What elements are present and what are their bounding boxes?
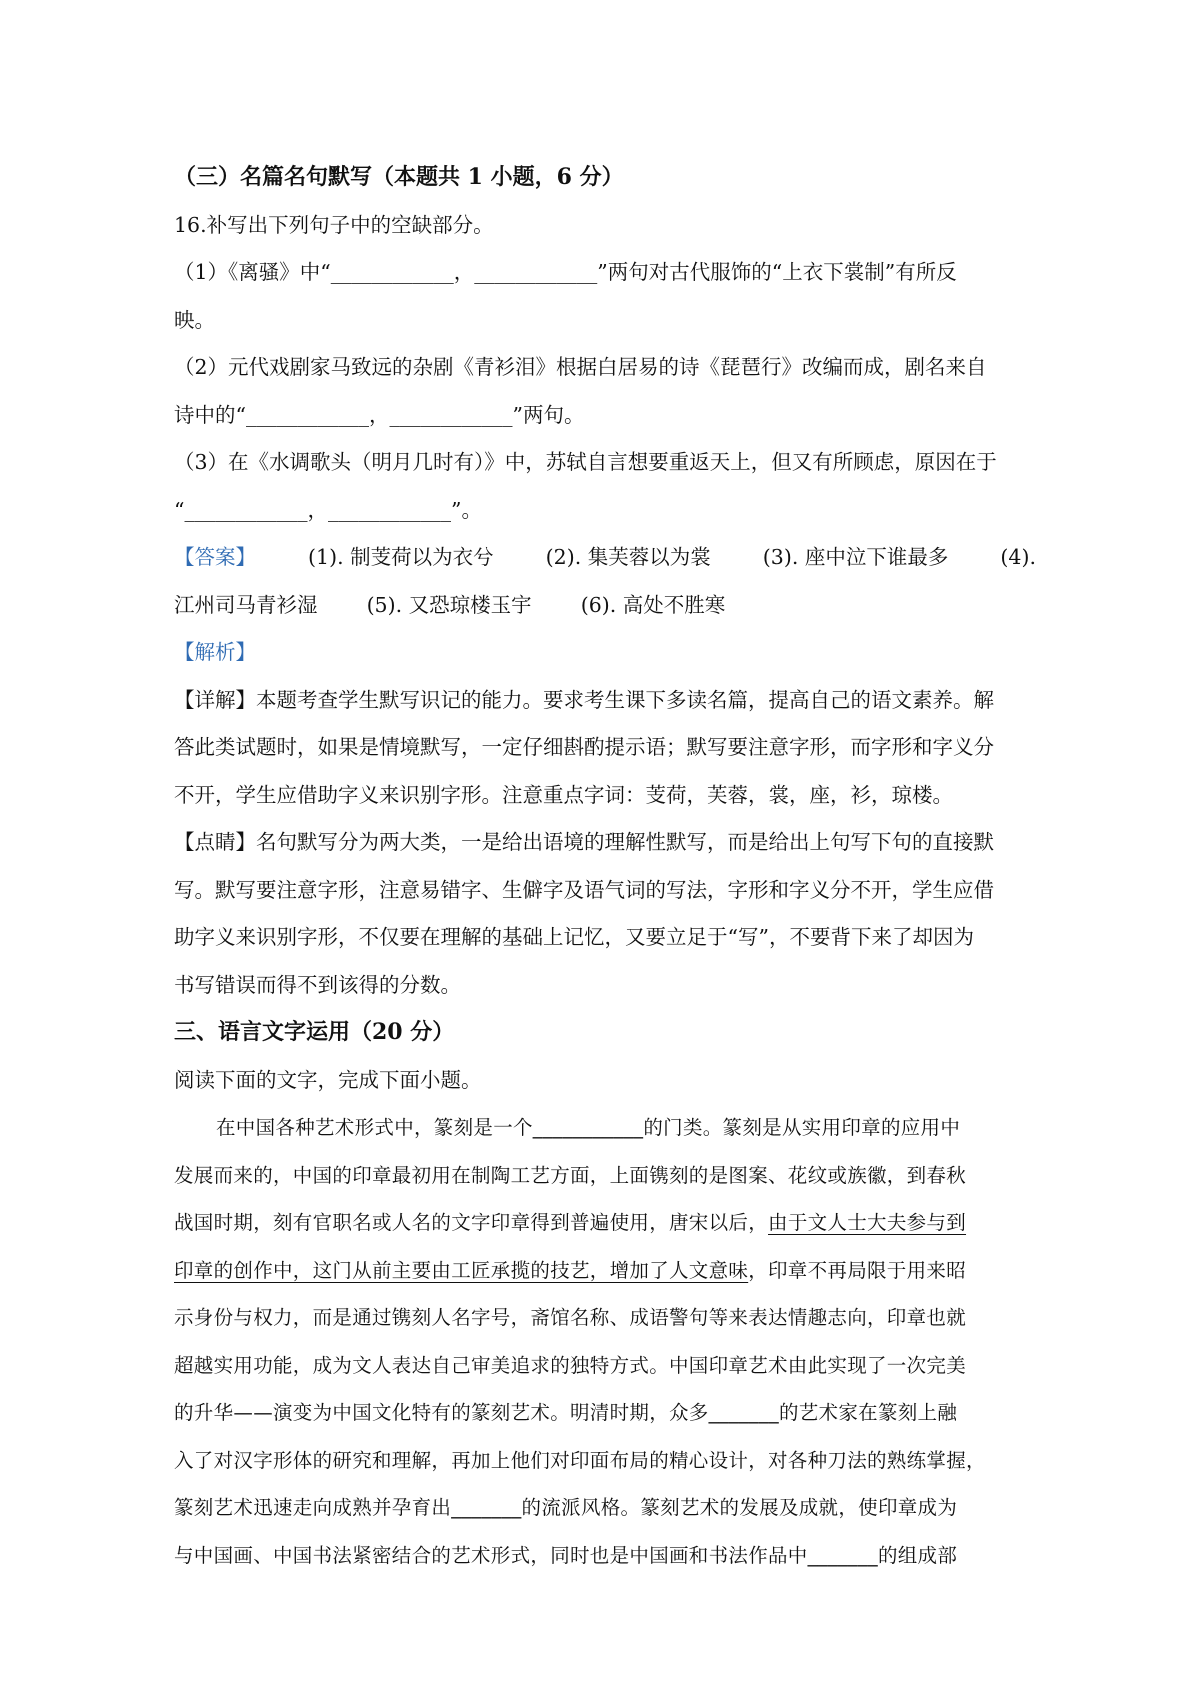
tip-line: 写。默写要注意字形，注意易错字、生僻字及语气词的写法，字形和字义分不开，学生应借 [174, 877, 994, 902]
answer-row-cont [174, 582, 1036, 630]
passage-line [174, 1199, 1036, 1247]
passage-line: 入了对汉字形体的研究和理解，再加上他们对印面布局的精心设计，对各种刀法的熟练掌握， [174, 1448, 986, 1472]
question-stem: 16.补写出下列句子中的空缺部分。 [174, 212, 494, 237]
reading-passage [174, 1104, 1036, 1579]
question-part-3-cont: “____________，____________”。 [174, 497, 482, 522]
underlined-sentence: 由于文人士大夫参与到 [768, 1211, 967, 1234]
answer-item: (5). 又恐琼楼玉宇 [366, 592, 532, 617]
detail-line: 答此类试题时，如果是情境默写，一定仔细斟酌提示语；默写要注意字形，而字形和字义分 [174, 735, 994, 759]
answer-label: 【答案】 [174, 545, 256, 569]
question-part-1-cont: 映。 [174, 307, 215, 332]
tip-line: 【点睛】名句默写分为两大类，一是给出语境的理解性默写，而是给出上句写下句的直接默 [174, 830, 994, 854]
question-part-2: （2）元代戏剧家马致远的杂剧《青衫泪》根据白居易的诗《琵琶行》改编而成，剧名来自 [174, 355, 987, 379]
reading-instruction: 阅读下面的文字，完成下面小题。 [174, 1067, 482, 1092]
analysis-label: 【解析】 [174, 640, 256, 664]
answer-item: (1). 制芰荷以为衣兮 [308, 545, 494, 569]
passage-line: 与中国画、中国书法紧密结合的艺术形式，同时也是中国画和书法作品中_______的组成部 [174, 1543, 958, 1567]
answer-item: (3). 座中泣下谁最多 [762, 545, 949, 569]
answer-item: (6). 高处不胜寒 [580, 592, 726, 617]
passage-line: 篆刻艺术迅速走向成熟并孕育出_______的流派风格。篆刻艺术的发展及成就，使印章成为 [174, 1496, 958, 1519]
passage-line: 发展而来的，中国的印章最初用在制陶工艺方面，上面镌刻的是图案、花纹或族徽，到春秋 [174, 1163, 967, 1187]
page-content [174, 154, 1036, 1579]
passage-line: 示身份与权力，而是通过镌刻人名字号，斋馆名称、成语警句等来表达情趣志向，印章也就 [174, 1306, 967, 1329]
answer-item: (2). 集芙蓉以为裳 [545, 545, 711, 569]
passage-line: 超越实用功能，成为文人表达自己审美追求的独特方式。中国印章艺术由此实现了一次完美 [174, 1353, 967, 1377]
passage-text: ，印章不再局限于用来昭 [748, 1258, 967, 1282]
question-part-3: （3）在《水调歌头（明月几时有）》中，苏轼自言想要重返天上，但又有所顾虑，原因在于 [174, 450, 997, 474]
detail-line: 【详解】本题考查学生默写识记的能力。要求考生课下多读名篇，提高自己的语文素养。解 [174, 687, 994, 712]
passage-text: 战国时期，刻有官职名或人名的文字印章得到普遍使用，唐宋以后， [174, 1211, 769, 1234]
tip-line: 助字义来识别字形，不仅要在理解的基础上记忆，又要立足于“写”，不要背下来了却因为 [174, 925, 974, 949]
tip-line: 书写错误而得不到该得的分数。 [174, 972, 461, 997]
section-title: （三）名篇名句默写（本题共 1 小题，6 分） [174, 164, 624, 190]
question-part-1: （1）《离骚》中“____________，____________”两句对古代服饰的“上衣下裳制”有所反 [174, 260, 957, 284]
question-part-2-cont: 诗中的“____________，____________”两句。 [174, 402, 585, 427]
part-title: 三、语言文字运用（20 分） [174, 1019, 455, 1045]
answer-item: (4). [1000, 545, 1036, 569]
answer-item: 江州司马青衫湿 [174, 592, 318, 617]
passage-line: 在中国各种艺术形式中，篆刻是一个___________的门类。篆刻是从实用印章的应用中 [216, 1116, 961, 1139]
underlined-sentence: 印章的创作中，这门从前主要由工匠承揽的技艺，增加了人文意味 [174, 1258, 749, 1282]
passage-line: 的升华——演变为中国文化特有的篆刻艺术。明清时期，众多_______的艺术家在篆刻上融 [174, 1401, 958, 1424]
passage-line [174, 1247, 1036, 1295]
answer-row [174, 534, 1036, 582]
detail-line: 不开，学生应借助字义来识别字形。注意重点字词：芰荷，芙蓉，裳，座，衫，琼楼。 [174, 782, 953, 807]
